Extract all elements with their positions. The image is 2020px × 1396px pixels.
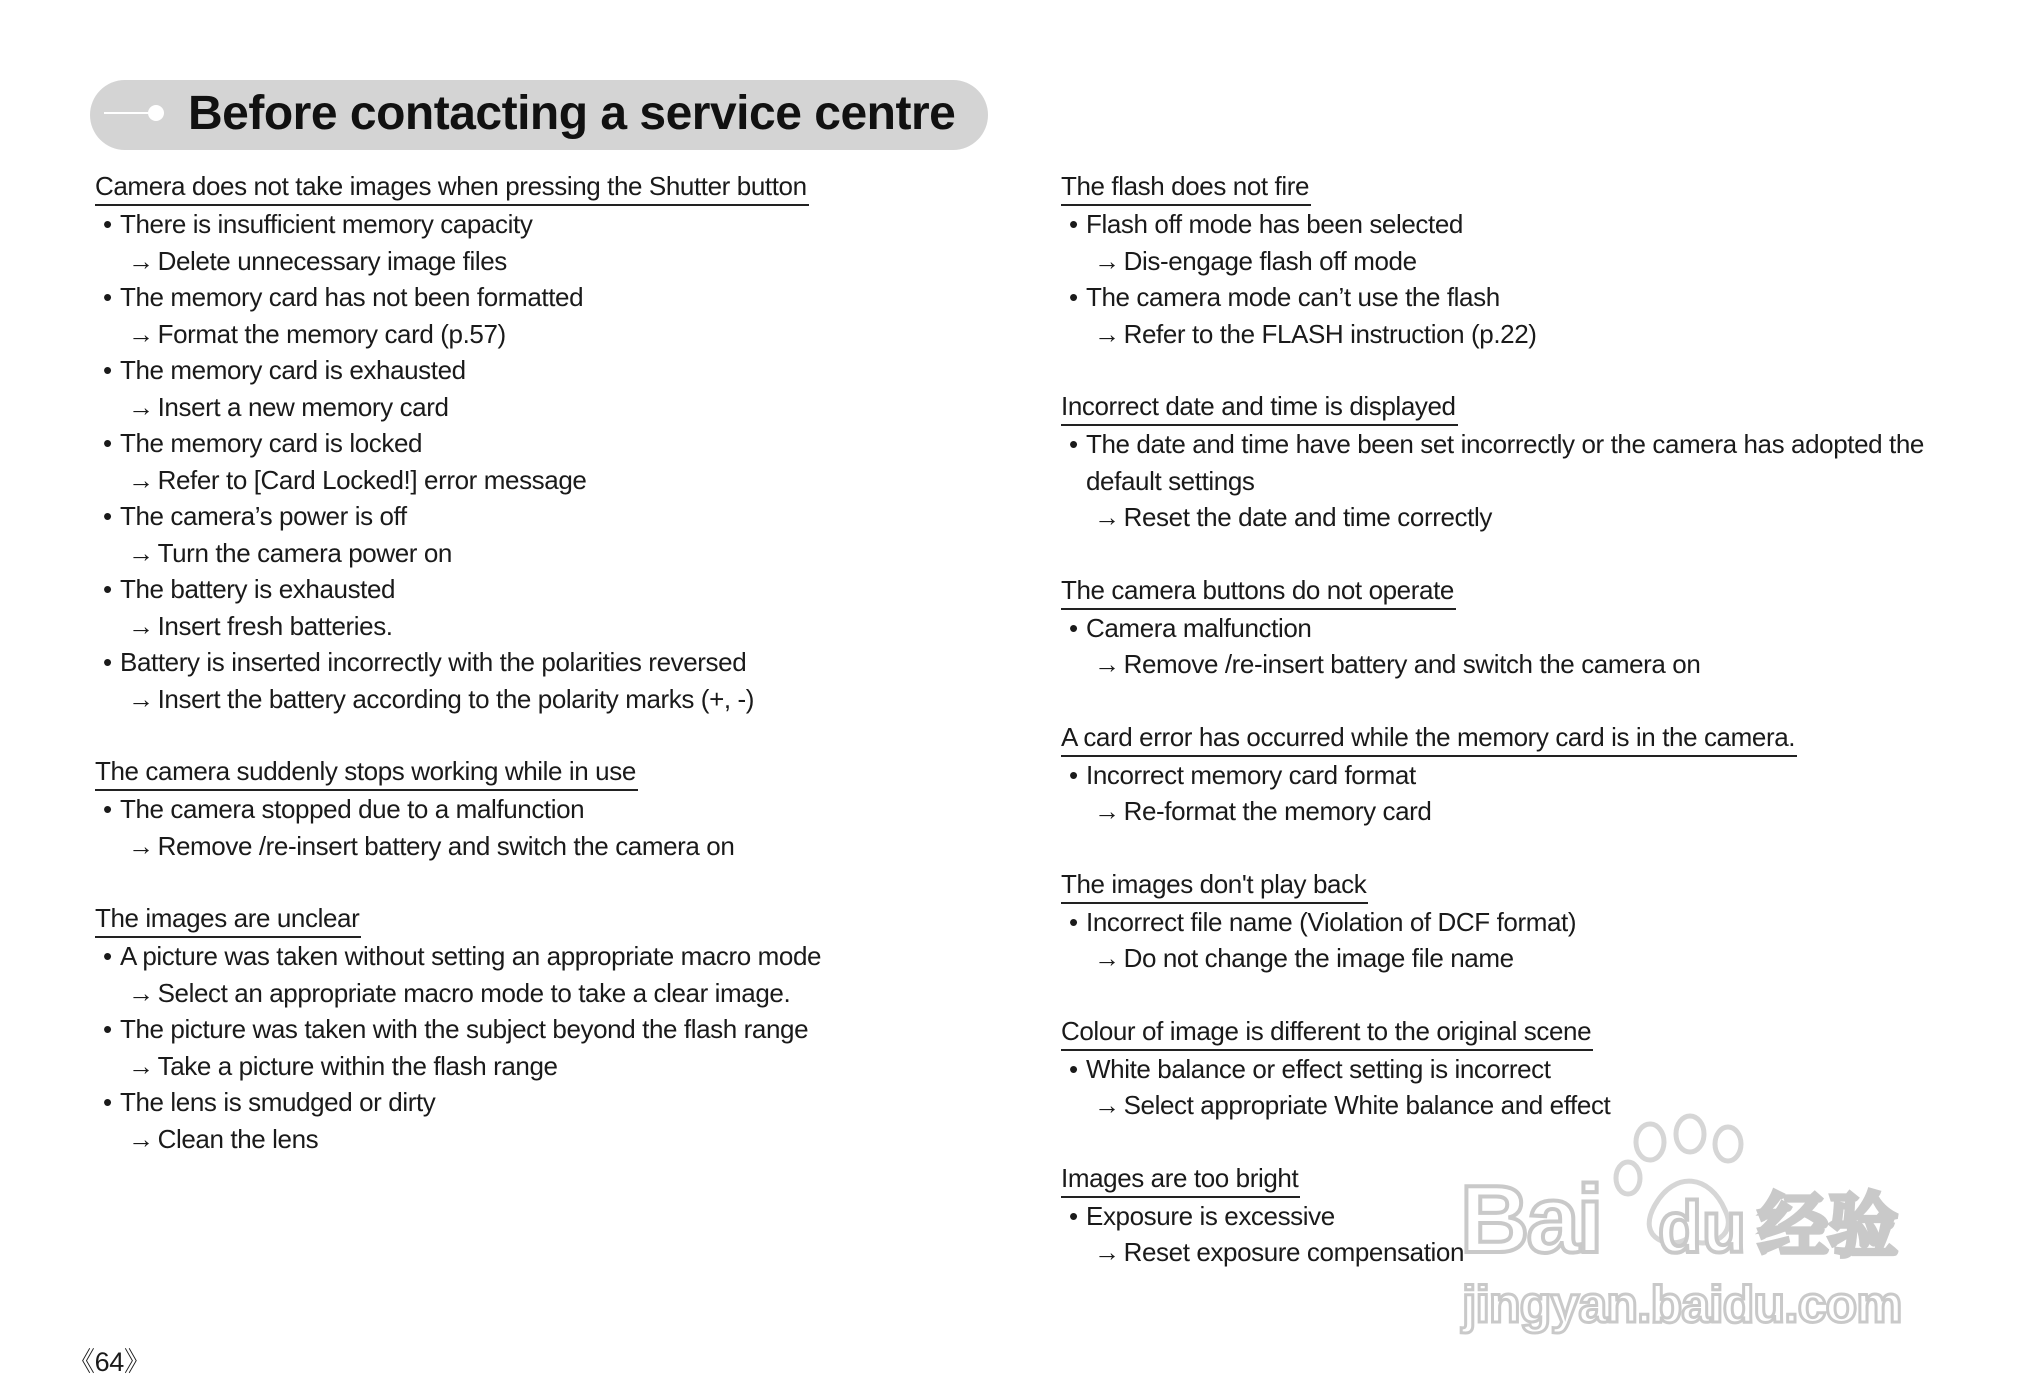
cause-item: • Battery is inserted incorrectly with the polarities reversed xyxy=(95,644,1015,681)
cause-item: • The lens is smudged or dirty xyxy=(95,1084,1015,1121)
section-heading: The camera buttons do not operate xyxy=(1061,572,1456,610)
remedy-item: → Re-format the memory card xyxy=(1094,796,1432,826)
arrow-icon: → xyxy=(128,245,154,276)
cause-item: • The camera’s power is off xyxy=(95,498,1015,535)
cause-item: • The battery is exhausted xyxy=(95,571,1015,608)
cause-item: • The camera mode can’t use the flash xyxy=(1061,279,2001,316)
section-heading: The images don't play back xyxy=(1061,866,1368,904)
left-column xyxy=(95,168,1015,1193)
page-title: Before contacting a service centre xyxy=(188,87,956,140)
arrow-icon: → xyxy=(1094,796,1120,826)
remedy-item: → Do not change the image file name xyxy=(1094,943,1514,973)
cause-item: • There is insufficient memory capacity xyxy=(95,206,1015,243)
arrow-icon: → xyxy=(128,391,154,422)
remedy-item: → Turn the camera power on xyxy=(128,537,452,568)
svg-text:经验: 经验 xyxy=(1758,1185,1898,1267)
cause-item: • Flash off mode has been selected xyxy=(1061,206,2001,243)
arrow-icon: → xyxy=(128,1123,154,1154)
remedy-item: → Select an appropriate macro mode to take a clear image. xyxy=(128,977,791,1008)
remedy-item: → Dis-engage flash off mode xyxy=(1094,245,1417,276)
cause-item: • The picture was taken with the subject beyond the flash range xyxy=(95,1011,1015,1048)
cause-item: • Incorrect file name (Violation of DCF format) xyxy=(1061,904,2001,941)
svg-text:Bai: Bai xyxy=(1460,1166,1601,1273)
title-decoration-line xyxy=(104,112,154,114)
cause-item: • The memory card is exhausted xyxy=(95,352,1015,389)
arrow-icon: → xyxy=(1094,1237,1120,1267)
remedy-item: → Refer to the FLASH instruction (p.22) xyxy=(1094,318,1537,349)
cause-item: • The memory card is locked xyxy=(95,425,1015,462)
section-heading: Camera does not take images when pressing the Shutter button xyxy=(95,168,809,206)
cause-item: • Exposure is excessive xyxy=(1061,1198,2001,1235)
cause-item: • Incorrect memory card format xyxy=(1061,757,2001,794)
arrow-icon: → xyxy=(1094,943,1120,973)
baidu-watermark-logo xyxy=(1450,1110,1920,1335)
section-unclear xyxy=(95,900,1015,1157)
arrow-icon: → xyxy=(128,610,154,641)
arrow-icon: → xyxy=(128,1050,154,1081)
cause-item: • A picture was taken without setting an appropriate macro mode xyxy=(95,938,1015,975)
section-playback xyxy=(1061,866,2001,977)
arrow-icon: → xyxy=(128,318,154,349)
remedy-item: → Reset the date and time correctly xyxy=(1094,502,1492,532)
remedy-item: → Insert a new memory card xyxy=(128,391,449,422)
arrow-icon: → xyxy=(128,537,154,568)
section-heading: The flash does not fire xyxy=(1061,168,1311,206)
remedy-item: → Clean the lens xyxy=(128,1123,319,1154)
section-flash xyxy=(1061,168,2001,352)
section-colour xyxy=(1061,1013,2001,1124)
page-number: 《64》 xyxy=(68,1347,151,1377)
section-date-time xyxy=(1061,388,2001,536)
arrow-icon: → xyxy=(1094,245,1120,276)
remedy-item: → Remove /re-insert battery and switch the camera on xyxy=(128,830,735,861)
section-stops-working xyxy=(95,753,1015,864)
section-card-error xyxy=(1061,719,2001,830)
remedy-item: → Insert the battery according to the polarity marks (+, -) xyxy=(128,683,755,714)
remedy-item: → Insert fresh batteries. xyxy=(128,610,393,641)
cause-item: • The date and time have been set incorrectly or the camera has adopted the default settings xyxy=(1061,426,2001,499)
svg-text:jingyan.baidu.com: jingyan.baidu.com xyxy=(1462,1276,1902,1334)
arrow-icon: → xyxy=(1094,649,1120,679)
remedy-item: → Format the memory card (p.57) xyxy=(128,318,506,349)
section-heading: The camera suddenly stops working while in use xyxy=(95,753,638,791)
remedy-item: → Reset exposure compensation xyxy=(1094,1237,1465,1267)
cause-item: • White balance or effect setting is incorrect xyxy=(1061,1051,2001,1088)
arrow-icon: → xyxy=(128,830,154,861)
section-heading: The images are unclear xyxy=(95,900,361,938)
svg-text:du: du xyxy=(1658,1188,1746,1268)
section-heading: A card error has occurred while the memory card is in the camera. xyxy=(1061,719,1797,757)
section-buttons xyxy=(1061,572,2001,683)
title-decoration-dot xyxy=(148,105,164,121)
section-shutter xyxy=(95,168,1015,717)
cause-item: • The memory card has not been formatted xyxy=(95,279,1015,316)
remedy-item: → Remove /re-insert battery and switch the camera on xyxy=(1094,649,1701,679)
remedy-item: → Take a picture within the flash range xyxy=(128,1050,558,1081)
arrow-icon: → xyxy=(1094,1090,1120,1120)
arrow-icon: → xyxy=(1094,318,1120,349)
remedy-item: → Refer to [Card Locked!] error message xyxy=(128,464,587,495)
cause-item: • The camera stopped due to a malfunction xyxy=(95,791,1015,828)
arrow-icon: → xyxy=(128,977,154,1008)
cause-item: • Camera malfunction xyxy=(1061,610,2001,647)
section-heading: Incorrect date and time is displayed xyxy=(1061,388,1458,426)
remedy-item: → Delete unnecessary image files xyxy=(128,245,507,276)
section-heading: Colour of image is different to the original scene xyxy=(1061,1013,1593,1051)
arrow-icon: → xyxy=(128,464,154,495)
arrow-icon: → xyxy=(1094,502,1120,532)
arrow-icon: → xyxy=(128,683,154,714)
section-heading: Images are too bright xyxy=(1061,1160,1300,1198)
remedy-item: → Select appropriate White balance and effect xyxy=(1094,1090,1611,1120)
